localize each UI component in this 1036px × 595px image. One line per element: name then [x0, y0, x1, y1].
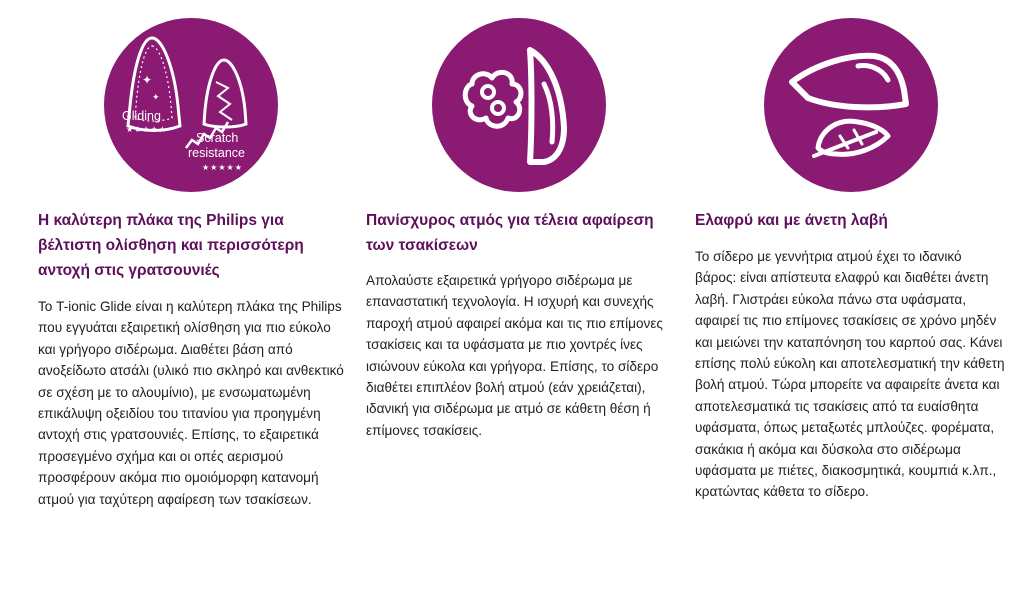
- feature-description: Το σίδερο με γεννήτρια ατμού έχει το ιδανικό βάρος: είναι απίστευτα ελαφρύ και διαθέτει άνετη λαβή. Γλιστράει εύκολα πάνω στα υφάσματα, αφαιρεί τις πιο επίμονες τσακίσεις σε χρόνο μηδέν και μειώνει την καταπόνηση του καρπού σας. Κάνει επίσης πολύ εύκολη και αποτελεσματική την κάθετη βολή ατμού. Τώρα μπορείτε να αφαιρείτε άνετα και αποτελεσματικά τις τσακίσεις από τα ευαίσθητα υφάσματα, όπως μεταξωτές μπλούζες. φορέματα, σακάκια ή ακόμα και δύσκολα στο σιδέρωμα υφάσματα με πιέτες, διακοσμητικά, κουμπιά κ.λπ., κρατώντας κάθετα το σίδερο.: [695, 249, 1005, 500]
- lightweight-iron-feather-icon: [764, 18, 938, 192]
- feature-title: Ελαφρύ και με άνετη λαβή: [695, 212, 888, 229]
- steam-burst-iron-icon: [432, 18, 606, 192]
- gliding-label: Gliding: [122, 109, 161, 123]
- svg-text:✦: ✦: [152, 93, 160, 103]
- scratch-label: Scratch: [196, 131, 239, 145]
- feature-title: Πανίσχυρος ατμός για τέλεια αφαίρεση των τσακίσεων: [366, 212, 654, 254]
- feature-description: Το T-ionic Glide είναι η καλύτερη πλάκα της Philips που εγγυάται εξαιρετική ολίσθηση για πιο εύκολο και γρήγορο σιδέρωμα. Διαθέτει βάση από ανοξείδωτο ατσάλι (υλικό πιο σκληρό και ανθεκτικό σε σχέση με το αλουμίνιο), με ενσωματωμένη επικάλυψη οξειδίου του τιτανίου για προηγμένη αντοχή στις γρατσουνιές. Επίσης, το εξαιρετικά προσεγμένο σχήμα και οι οπές αερισμού προσφέρουν ακόμα πιο ομοιόμορφη κατανομή ατμού για ταχύτερη αφαίρεση των τσακίσεων.: [38, 299, 344, 507]
- feature-description: Απολαύστε εξαιρετικά γρήγορο σιδέρωμα με επαναστατική τεχνολογία. Η ισχυρή και συνεχής παροχή ατμού αφαιρεί ακόμα και τις πιο επίμονες τσακίσεις και τα υφάσματα με πιο χοντρές ίνες ισιώνουν εύκολα και γρήγορα. Επίσης, το σίδερο διαθέτει επιπλέον βολή ατμού (εάν χρειάζεται), ιδανική για σιδέρωμα με ατμό σε κάθετη θέση ή επίμονες τσακίσεις.: [366, 273, 663, 438]
- soleplate-gliding-scratch-resistance-icon: [104, 18, 278, 192]
- gliding-stars: ★★★★★: [126, 125, 167, 134]
- svg-text:✦: ✦: [142, 73, 153, 87]
- feature-title: Η καλύτερη πλάκα της Philips για βέλτιστη ολίσθηση και περισσότερη αντοχή στις γρατσουνιές: [38, 212, 304, 279]
- scratch-stars: ★★★★★: [202, 163, 243, 172]
- resistance-label: resistance: [188, 146, 245, 160]
